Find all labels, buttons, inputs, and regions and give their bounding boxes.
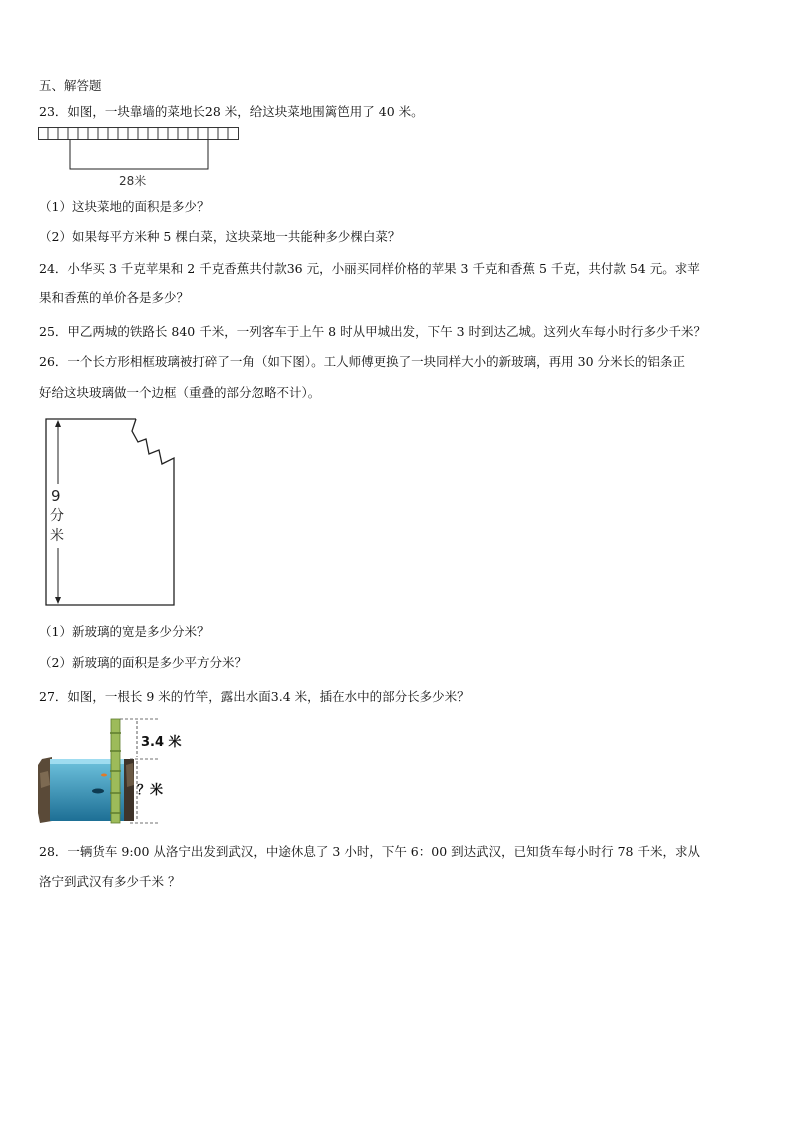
height-label-number: 9 — [51, 487, 61, 505]
question-26-sub2: （2）新玻璃的面积是多少平方分米？ — [39, 655, 247, 670]
question-26-line1: 26．一个长方形相框玻璃被打碎了一角（如下图）。工人师傅更换了一块同样大小的新玻璃，再用 30 分米长的铝条正 — [39, 354, 686, 369]
height-label-char1: 分 — [50, 508, 64, 524]
arrow-up — [55, 420, 61, 427]
question-23-sub1: （1）这块菜地的面积是多少？ — [39, 199, 210, 214]
section-title: 五、解答题 — [39, 78, 102, 93]
question-24-line1: 24．小华买 3 千克苹果和 2 千克香蕉共付款36 元，小丽买同样价格的苹果 3 千克和香蕉 5 千克，共付款 54 元。求苹 — [39, 261, 700, 276]
question-25-line1: 25．甲乙两城的铁路长 840 千米，一列客车于上午 8 时从甲城出发，下午 3 时到达乙城。这列火车每小时行多少千米？ — [39, 324, 707, 339]
fish-icon — [92, 789, 104, 794]
q23-garden-figure — [38, 127, 248, 192]
question-26-sub1: （1）新玻璃的宽是多少分米？ — [39, 624, 210, 639]
q26-broken-glass-figure — [40, 414, 180, 613]
above-water-label: 3.4 米 — [141, 735, 182, 750]
height-label-char2: 米 — [50, 528, 64, 544]
q27-bamboo-figure — [38, 713, 188, 831]
question-23-stem: 23．如图，一块靠墙的菜地长28 米，给这块菜地围篱笆用了 40 米。 — [39, 104, 424, 119]
pond-bank-right — [124, 759, 134, 821]
garden-fence — [70, 140, 208, 170]
question-24-line2: 果和香蕉的单价各是多少？ — [39, 290, 190, 305]
arrow-down — [55, 597, 61, 604]
question-28-line2: 洛宁到武汉有多少千米 ？ — [39, 874, 181, 889]
question-23-sub2: （2）如果每平方米种 5 棵白菜，这块菜地一共能种多少棵白菜？ — [39, 229, 401, 244]
pond-bank-left — [38, 757, 52, 823]
below-water-label: ？米 — [137, 783, 164, 798]
question-27-stem: 27．如图，一根长 9 米的竹竿，露出水面3.4 米，插在水中的部分长多少米？ — [39, 689, 470, 704]
question-28-line1: 28．一辆货车 9:00 从洛宁出发到武汉，中途休息了 3 小时，下午 6：00 到达武汉，已知货车每小时行 78 千米，求从 — [39, 844, 700, 859]
wall — [39, 128, 239, 140]
garden-length-label: 28米 — [119, 174, 147, 188]
question-26-line2: 好给这块玻璃做一个边框（重叠的部分忽略不计）。 — [39, 385, 321, 400]
